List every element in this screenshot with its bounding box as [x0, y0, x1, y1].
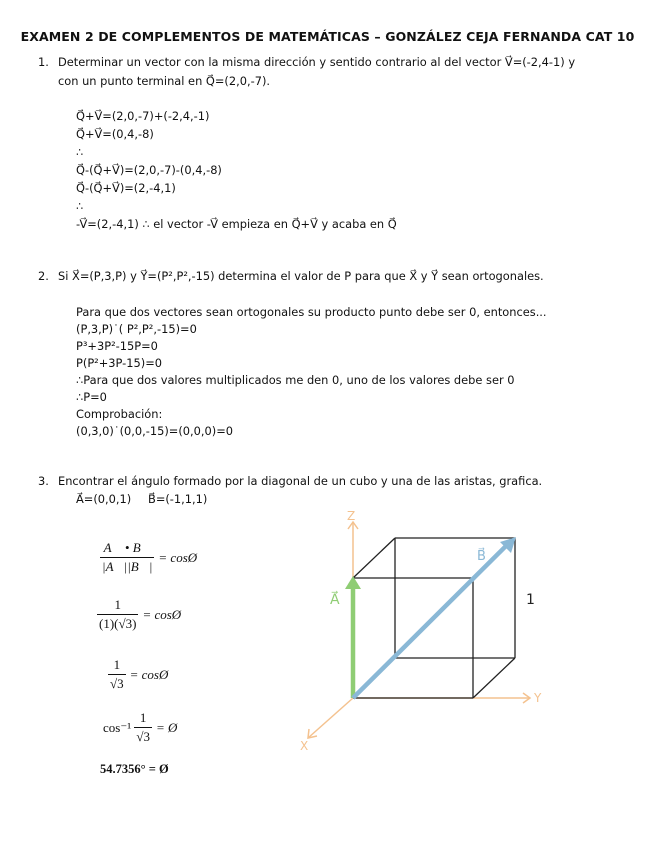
vector-a-definition: A⃗=(0,0,1) — [76, 492, 132, 506]
formula-numerator: 1 — [97, 597, 138, 615]
formula-arccos — [103, 710, 177, 745]
formula-denominator: √3 — [136, 729, 150, 744]
formula-arccos-label: cos⁻¹ — [103, 719, 132, 735]
formula-rhs: = Ø — [155, 719, 178, 735]
exam-title: EXAMEN 2 DE COMPLEMENTOS DE MATEMÁTICAS – GONZÁLEZ CEJA FERNANDA CAT 10 — [20, 29, 635, 44]
problem-1-step: Q⃗+V⃗=(2,0,-7)+(-2,4,-1) — [76, 109, 210, 123]
formula-denominator: (1)(√3) — [99, 616, 137, 631]
cube-side-label: 1 — [526, 592, 535, 608]
formula-dot-product — [100, 540, 197, 575]
problem-2-statement: Si X⃗=(P,3,P) y Y⃗=(P²,P²,-15) determina el valor de P para que X⃗ y Y⃗ sean ortogonales. — [58, 269, 544, 283]
problem-1-step: Q⃗+V⃗=(0,4,-8) — [76, 127, 154, 141]
formula-substituted — [97, 597, 181, 632]
problem-2-number: 2. — [38, 269, 49, 283]
formula-numerator: 1 — [134, 710, 152, 728]
problem-1-step: ∴ — [76, 199, 84, 213]
formula-rhs: = cosØ — [142, 606, 182, 622]
problem-2-step: Comprobación: — [76, 407, 163, 421]
formula-rhs: = cosØ — [158, 549, 198, 565]
problem-2-step: Para que dos vectores sean ortogonales su producto punto debe ser 0, entonces... — [76, 305, 547, 319]
problem-1-step: Q⃗-(Q⃗+V⃗)=(2,-4,1) — [76, 181, 176, 195]
x-axis — [308, 698, 353, 738]
formula-denominator: √3 — [110, 676, 124, 691]
problem-1-line-1: Determinar un vector con la misma dirección y sentido contrario al del vector V⃗=(-2,4-1) y — [58, 55, 576, 69]
problem-3-statement: Encontrar el ángulo formado por la diagonal de un cubo y una de las aristas, grafica. — [58, 474, 543, 488]
problem-2-step: ∴P=0 — [76, 390, 107, 404]
problem-2-step: (0,3,0)˙(0,0,-15)=(0,0,0)=0 — [76, 424, 233, 438]
vector-b-arrow — [353, 544, 508, 698]
cube-diagram — [290, 500, 550, 760]
problem-1-step: Q⃗-(Q⃗+V⃗)=(2,0,-7)-(0,4,-8) — [76, 163, 222, 177]
formula-rhs: = cosØ — [129, 666, 169, 682]
problem-2-step: P(P²+3P-15)=0 — [76, 356, 162, 370]
problem-1-step: ∴ — [76, 145, 84, 159]
problem-2-step: (P,3,P)˙( P²,P²,-15)=0 — [76, 322, 197, 336]
z-axis-label: Z — [347, 509, 356, 523]
formula-simplified — [108, 657, 168, 692]
problem-1-number: 1. — [38, 55, 49, 69]
formula-result: 54.7356° = Ø — [100, 762, 169, 776]
vector-b-label: B⃗ — [477, 549, 486, 564]
problem-2-step: P³+3P²-15P=0 — [76, 339, 158, 353]
x-axis-label: X — [300, 739, 309, 753]
problem-2-step: ∴Para que dos valores multiplicados me den 0, uno de los valores debe ser 0 — [76, 373, 515, 387]
y-axis-label: Y — [534, 691, 542, 705]
formula-numerator: 1 — [108, 657, 126, 675]
formula-numerator: A⃗ • B⃗ — [100, 540, 154, 558]
problem-1-line-2: con un punto terminal en Q⃗=(2,0,-7). — [58, 74, 271, 88]
vector-a-label: A⃗ — [330, 592, 340, 608]
problem-1-conclusion: -V⃗=(2,-4,1) ∴ el vector -V⃗ empieza en Q⃗+V⃗ y acaba en Q⃗ — [76, 217, 397, 231]
problem-3-number: 3. — [38, 474, 49, 488]
vector-b-definition: B⃗=(-1,1,1) — [148, 492, 208, 506]
formula-denominator: |A⃗||B⃗| — [102, 559, 153, 574]
